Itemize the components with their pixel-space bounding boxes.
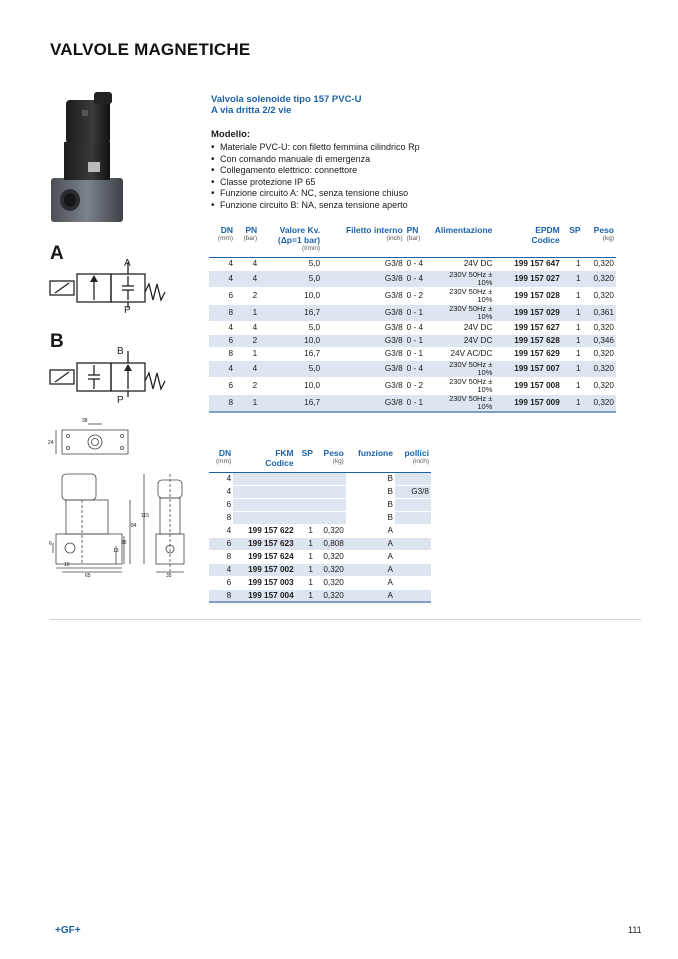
dimension-label: 38 xyxy=(121,540,127,546)
cell-dn: 6 xyxy=(209,537,233,550)
table-row xyxy=(209,334,616,347)
circuit-label-b: B xyxy=(50,331,64,352)
cell-weight: 0,320 xyxy=(583,394,616,412)
cell-dn: 4 xyxy=(209,257,235,270)
cell-supply: 230V 50Hz ± 10% xyxy=(432,287,494,304)
cell-sp: 1 xyxy=(296,550,315,563)
cell-dn: 8 xyxy=(209,347,235,360)
cell-dn: 6 xyxy=(209,287,235,304)
cell-pn: 2 xyxy=(235,287,259,304)
cell-supply: 24V DC xyxy=(432,257,494,270)
cell-range: 0 - 2 xyxy=(405,287,433,304)
cell-thread: G3/8 xyxy=(322,377,405,394)
col-header-epdm: EPDM xyxy=(535,225,560,235)
cell-pn: 4 xyxy=(235,360,259,377)
dimension-label: 65 xyxy=(85,573,91,579)
cell-code: 199 157 624 xyxy=(233,550,295,563)
cell-thread: G3/8 xyxy=(322,270,405,287)
cell-kv: 5,0 xyxy=(259,257,322,270)
cell-sp: 1 xyxy=(296,524,315,537)
page-title: VALVOLE MAGNETICHE xyxy=(50,40,251,59)
col-header-code: Codice xyxy=(265,458,294,468)
cell-sp: 1 xyxy=(562,334,583,347)
table-row xyxy=(209,347,616,360)
col-unit: (mm) xyxy=(216,458,232,465)
cell-range: 0 - 4 xyxy=(405,257,433,270)
cell-inch xyxy=(395,550,431,563)
cell-sp: 1 xyxy=(562,287,583,304)
cell-dn: 4 xyxy=(209,360,235,377)
cell-kv: 16,7 xyxy=(259,347,322,360)
col-unit: (kg) xyxy=(332,458,344,465)
feature-item: • Classe protezione IP 65 xyxy=(211,177,420,189)
table-row xyxy=(209,550,431,563)
cell-weight: 0,320 xyxy=(315,589,346,602)
product-variant: A via dritta 2/2 vie xyxy=(211,105,292,116)
cell-sp: 1 xyxy=(562,347,583,360)
brand-logo: +GF+ xyxy=(55,925,81,936)
cell-weight xyxy=(315,498,346,511)
cell-weight: 0,320 xyxy=(583,377,616,394)
cell-code xyxy=(233,498,295,511)
cell-inch xyxy=(395,498,431,511)
cell-dn: 8 xyxy=(209,511,233,524)
cell-sp: 1 xyxy=(296,537,315,550)
cell-code: 199 157 628 xyxy=(494,334,561,347)
col-header-thread: Filetto interno xyxy=(345,225,403,235)
cell-code: 199 157 622 xyxy=(233,524,295,537)
cell-weight: 0,320 xyxy=(583,287,616,304)
cell-inch xyxy=(395,576,431,589)
cell-kv: 16,7 xyxy=(259,394,322,412)
dimension-label: 24 xyxy=(48,440,54,446)
cell-thread: G3/8 xyxy=(322,334,405,347)
cell-code: 199 157 029 xyxy=(494,304,561,321)
table-row xyxy=(209,360,616,377)
cell-thread: G3/8 xyxy=(322,321,405,334)
feature-item: • Con comando manuale di emergenza xyxy=(211,154,420,166)
col-unit: (inch) xyxy=(386,235,403,242)
col-unit: (inch) xyxy=(412,458,429,465)
cell-code: 199 157 003 xyxy=(233,576,295,589)
valve-symbol-b xyxy=(47,351,167,399)
cell-kv: 16,7 xyxy=(259,304,322,321)
fkm-product-table xyxy=(209,448,431,603)
cell-code: 199 157 623 xyxy=(233,537,295,550)
cell-pn: 2 xyxy=(235,334,259,347)
col-unit: (kg) xyxy=(602,235,614,242)
cell-thread: G3/8 xyxy=(322,287,405,304)
cell-dn: 4 xyxy=(209,563,233,576)
cell-range: 0 - 1 xyxy=(405,394,433,412)
cell-weight xyxy=(315,511,346,524)
col-header-kv-sub: (Δp=1 bar) xyxy=(277,235,321,245)
col-header-kv: Valore Kv. xyxy=(279,225,321,235)
cell-code: 199 157 027 xyxy=(494,270,561,287)
col-unit: (bar) xyxy=(406,235,421,242)
col-header-inch: pollici xyxy=(404,448,429,458)
valve-product-photo xyxy=(48,90,130,230)
cell-code: 199 157 004 xyxy=(233,589,295,602)
cell-sp: 1 xyxy=(562,304,583,321)
cell-function: B xyxy=(346,511,395,524)
cell-kv: 5,0 xyxy=(259,270,322,287)
cell-pn: 1 xyxy=(235,394,259,412)
table-row xyxy=(209,511,431,524)
dimension-label: 10 xyxy=(64,562,70,568)
cell-sp: 1 xyxy=(562,377,583,394)
table-row xyxy=(209,394,616,412)
cell-pn: 2 xyxy=(235,377,259,394)
cell-function: A xyxy=(346,576,395,589)
cell-function: A xyxy=(346,524,395,537)
cell-code xyxy=(233,472,295,485)
col-header-fkm: FKM xyxy=(275,448,294,458)
cell-weight: 0,320 xyxy=(583,360,616,377)
dimension-label: 84 xyxy=(131,523,137,529)
model-heading: Modello: xyxy=(211,129,251,140)
cell-dn: 6 xyxy=(209,377,235,394)
cell-dn: 8 xyxy=(209,304,235,321)
feature-item: • Funzione circuito B: NA, senza tensione aperto xyxy=(211,200,420,212)
col-header-sp: SP xyxy=(569,225,581,235)
cell-function: A xyxy=(346,550,395,563)
table-row xyxy=(209,576,431,589)
cell-supply: 230V 50Hz ± 10% xyxy=(432,360,494,377)
cell-weight xyxy=(315,485,346,498)
col-header-code: Codice xyxy=(531,235,560,245)
cell-code: 199 157 002 xyxy=(233,563,295,576)
cell-dn: 4 xyxy=(209,270,235,287)
cell-weight: 0,808 xyxy=(315,537,346,550)
cell-range: 0 - 4 xyxy=(405,270,433,287)
table-row xyxy=(209,287,616,304)
cell-sp: 1 xyxy=(562,270,583,287)
cell-thread: G3/8 xyxy=(322,304,405,321)
cell-kv: 10,0 xyxy=(259,287,322,304)
port-label: P xyxy=(124,305,131,316)
technical-drawing xyxy=(48,418,198,583)
cell-pn: 4 xyxy=(235,321,259,334)
feature-item: • Collegamento elettrico: connettore xyxy=(211,165,420,177)
dimension-label: 115 xyxy=(141,513,149,519)
table-row xyxy=(209,524,431,537)
cell-dn: 8 xyxy=(209,550,233,563)
feature-item: • Funzione circuito A: NC, senza tensione chiuso xyxy=(211,188,420,200)
cell-sp: 1 xyxy=(296,563,315,576)
cell-weight: 0,361 xyxy=(583,304,616,321)
port-label: A xyxy=(124,258,131,269)
cell-range: 0 - 1 xyxy=(405,334,433,347)
cell-code: 199 157 627 xyxy=(494,321,561,334)
cell-dn: 6 xyxy=(209,576,233,589)
table-row xyxy=(209,257,616,270)
cell-sp: 1 xyxy=(296,589,315,602)
valve-symbol-a xyxy=(47,262,167,310)
cell-inch xyxy=(395,537,431,550)
col-header-supply: Alimentazione xyxy=(434,225,493,235)
cell-weight: 0,320 xyxy=(315,550,346,563)
cell-weight: 0,320 xyxy=(583,321,616,334)
cell-kv: 5,0 xyxy=(259,321,322,334)
cell-code: 199 157 647 xyxy=(494,257,561,270)
cell-sp: 1 xyxy=(562,257,583,270)
cell-function: B xyxy=(346,485,395,498)
cell-supply: 24V DC xyxy=(432,321,494,334)
cell-dn: 4 xyxy=(209,321,235,334)
cell-code: 199 157 629 xyxy=(494,347,561,360)
section-divider xyxy=(50,619,641,620)
cell-weight: 0,320 xyxy=(583,257,616,270)
dimension-label: 38 xyxy=(82,418,88,424)
table-row xyxy=(209,498,431,511)
cell-inch xyxy=(395,472,431,485)
table-row xyxy=(209,589,431,602)
cell-inch xyxy=(395,589,431,602)
cell-code: 199 157 028 xyxy=(494,287,561,304)
cell-function: B xyxy=(346,472,395,485)
cell-weight: 0,320 xyxy=(315,524,346,537)
cell-range: 0 - 4 xyxy=(405,360,433,377)
cell-code xyxy=(233,485,295,498)
cell-kv: 10,0 xyxy=(259,334,322,347)
cell-range: 0 - 2 xyxy=(405,377,433,394)
product-subtitle: Valvola solenoide tipo 157 PVC-U xyxy=(211,94,362,105)
port-label: P xyxy=(117,395,124,406)
page-number: 111 xyxy=(628,925,642,935)
cell-function: A xyxy=(346,563,395,576)
cell-thread: G3/8 xyxy=(322,257,405,270)
cell-supply: 24V AC/DC xyxy=(432,347,494,360)
cell-pn: 4 xyxy=(235,270,259,287)
cell-thread: G3/8 xyxy=(322,347,405,360)
cell-range: 0 - 1 xyxy=(405,347,433,360)
cell-thread: G3/8 xyxy=(322,394,405,412)
cell-range: 0 - 4 xyxy=(405,321,433,334)
cell-supply: 24V DC xyxy=(432,334,494,347)
cell-function: B xyxy=(346,498,395,511)
cell-dn: 6 xyxy=(209,334,235,347)
col-header-pn2: PN xyxy=(406,225,419,235)
cell-function: A xyxy=(346,589,395,602)
cell-weight: 0,346 xyxy=(583,334,616,347)
cell-dn: 8 xyxy=(209,589,233,602)
col-unit: (bar) xyxy=(243,235,258,242)
cell-sp xyxy=(296,511,315,524)
circuit-label-a: A xyxy=(50,243,64,264)
cell-weight: 0,320 xyxy=(583,270,616,287)
cell-supply: 230V 50Hz ± 10% xyxy=(432,394,494,412)
cell-weight xyxy=(315,472,346,485)
port-label: B xyxy=(117,346,124,357)
cell-sp: 1 xyxy=(562,321,583,334)
col-header-sp: SP xyxy=(301,448,313,458)
cell-inch xyxy=(395,563,431,576)
cell-weight: 0,320 xyxy=(315,563,346,576)
cell-sp: 1 xyxy=(296,576,315,589)
dimension-label: 13 xyxy=(113,548,119,554)
cell-code xyxy=(233,511,295,524)
col-header-pn: PN xyxy=(245,225,258,235)
table-row xyxy=(209,304,616,321)
table-row xyxy=(209,537,431,550)
cell-range: 0 - 1 xyxy=(405,304,433,321)
cell-inch: G3/8 xyxy=(395,485,431,498)
col-header-dn: DN xyxy=(220,225,234,235)
table-row xyxy=(209,485,431,498)
cell-supply: 230V 50Hz ± 10% xyxy=(432,270,494,287)
cell-dn: 8 xyxy=(209,394,235,412)
col-header-dn: DN xyxy=(218,448,232,458)
cell-inch xyxy=(395,524,431,537)
feature-item: • Materiale PVC-U: con filetto femmina cilindrico Rp xyxy=(211,142,420,154)
dimension-label: 6 xyxy=(49,541,52,547)
cell-sp xyxy=(296,472,315,485)
cell-pn: 1 xyxy=(235,304,259,321)
feature-list xyxy=(211,142,420,212)
col-unit: (mm) xyxy=(217,235,234,242)
cell-dn: 6 xyxy=(209,498,233,511)
cell-dn: 4 xyxy=(209,485,233,498)
cell-sp: 1 xyxy=(562,394,583,412)
cell-supply: 230V 50Hz ± 10% xyxy=(432,377,494,394)
cell-sp xyxy=(296,485,315,498)
cell-pn: 1 xyxy=(235,347,259,360)
cell-function: A xyxy=(346,537,395,550)
cell-weight: 0,320 xyxy=(583,347,616,360)
cell-sp: 1 xyxy=(562,360,583,377)
cell-code: 199 157 008 xyxy=(494,377,561,394)
cell-weight: 0,320 xyxy=(315,576,346,589)
col-header-weight: Peso xyxy=(323,448,344,458)
cell-kv: 10,0 xyxy=(259,377,322,394)
cell-supply: 230V 50Hz ± 10% xyxy=(432,304,494,321)
table-row xyxy=(209,270,616,287)
table-row xyxy=(209,563,431,576)
cell-inch xyxy=(395,511,431,524)
dimension-label: 35 xyxy=(166,573,172,579)
table-row xyxy=(209,321,616,334)
cell-code: 199 157 007 xyxy=(494,360,561,377)
col-unit: (l/min) xyxy=(302,245,321,252)
table-row xyxy=(209,472,431,485)
epdm-product-table xyxy=(209,225,616,413)
cell-dn: 4 xyxy=(209,524,233,537)
col-header-function: funzione xyxy=(358,448,393,458)
cell-pn: 4 xyxy=(235,257,259,270)
cell-code: 199 157 009 xyxy=(494,394,561,412)
table-row xyxy=(209,377,616,394)
cell-thread: G3/8 xyxy=(322,360,405,377)
cell-kv: 5,0 xyxy=(259,360,322,377)
cell-sp xyxy=(296,498,315,511)
cell-dn: 4 xyxy=(209,472,233,485)
col-header-weight: Peso xyxy=(593,225,614,235)
